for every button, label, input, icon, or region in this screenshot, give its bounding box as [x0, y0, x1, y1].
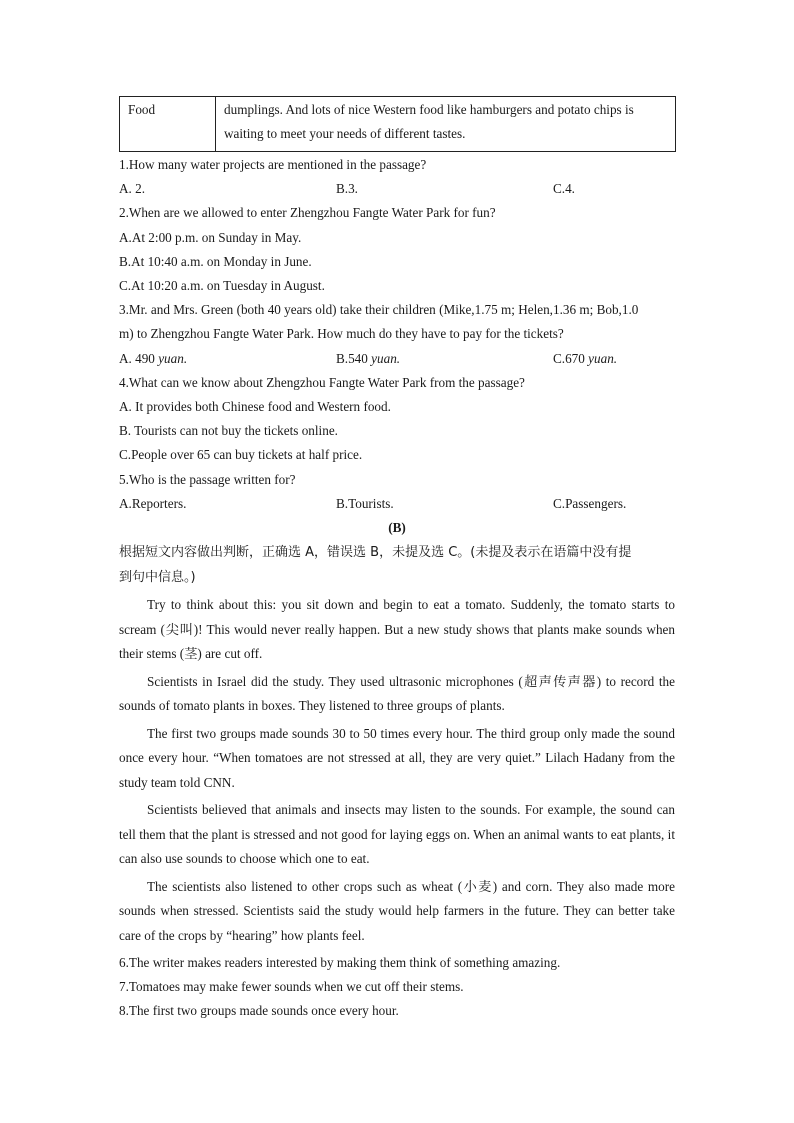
- passage-paragraph-1: Try to think about this: you sit down and begin to eat a tomato. Suddenly, the tomato starts to scream (尖叫)! This would never really happen. But a new study shows that plants make sounds when their stems (茎) are cut off.: [119, 597, 675, 662]
- options-1: [119, 177, 675, 201]
- section-b-title: (B): [388, 520, 406, 536]
- food-table: [119, 96, 676, 152]
- options-3: [119, 347, 675, 371]
- option-1a: A. 2.: [119, 181, 146, 197]
- option-5b: B.Tourists.: [336, 495, 394, 511]
- statements-list: [119, 951, 675, 1024]
- question-5: 5.Who is the passage written for?: [119, 471, 296, 487]
- section-b-instruction-line-2: 到句中信息。): [119, 570, 196, 586]
- question-3-line-1: 3.Mr. and Mrs. Green (both 40 years old) take their children (Mike,1.75 m; Helen,1.36 m; Bob,1.0: [119, 302, 639, 318]
- statement-8: 8.The first two groups made sounds once every hour.: [119, 1003, 399, 1019]
- option-5c: C.Passengers.: [553, 495, 627, 511]
- option-5a: A.Reporters.: [119, 495, 187, 511]
- table-row: [120, 97, 676, 152]
- question-4: 4.What can we know about Zhengzhou Fangte Water Park from the passage?: [119, 374, 525, 390]
- question-2: 2.When are we allowed to enter Zhengzhou Fangte Water Park for fun?: [119, 205, 496, 221]
- passage-paragraph-5: The scientists also listened to other crops such as wheat (小麦) and corn. They also made more sounds when stressed. Scientists said the study would help farmers in the future. They can better take care of the crops by “hearing” how plants feel.: [119, 878, 675, 943]
- statement-7: 7.Tomatoes may make fewer sounds when we cut off their stems.: [119, 979, 464, 995]
- passage-paragraph-3: The first two groups made sounds 30 to 50 times every hour. The third group only made the sound once every hour. “When tomatoes are not stressed at all, they are very quiet.” Lilach Hadany from the study team told CNN.: [119, 725, 675, 790]
- table-label-cell: Food: [120, 97, 216, 152]
- passage-b: [119, 593, 675, 948]
- statement-6: 6.The writer makes readers interested by making them think of something amazing.: [119, 955, 561, 971]
- table-text-cell: dumplings. And lots of nice Western food like hamburgers and potato chips is waiting to meet your needs of different tastes.: [216, 97, 676, 152]
- passage-paragraph-2: Scientists in Israel did the study. They used ultrasonic microphones (超声传声器) to record the sounds of tomato plants in boxes. They listened to three groups of plants.: [119, 673, 675, 714]
- section-b-instruction-line-1: 根据短文内容做出判断，正确选 A，错误选 B，未提及选 C。(未提及表示在语篇中没有提: [119, 545, 632, 561]
- passage-paragraph-4: Scientists believed that animals and insects may listen to the sounds. For example, the sound can tell them that the plant is stressed and not good for laying eggs on. When an animal wants to eat plants, it can also use sounds to choose which one to eat.: [119, 802, 675, 867]
- option-4b: B. Tourists can not buy the tickets online.: [119, 423, 338, 439]
- document-page: [119, 96, 675, 1024]
- option-1c: C.4.: [553, 181, 575, 197]
- option-3b: B.540 yuan.: [336, 350, 401, 366]
- option-4a: A. It provides both Chinese food and Western food.: [119, 399, 391, 415]
- option-1b: B.3.: [336, 181, 358, 197]
- option-2a: A.At 2:00 p.m. on Sunday in May.: [119, 229, 302, 245]
- question-1: 1.How many water projects are mentioned in the passage?: [119, 157, 427, 172]
- option-2c: C.At 10:20 a.m. on Tuesday in August.: [119, 278, 325, 294]
- option-2b: B.At 10:40 a.m. on Monday in June.: [119, 253, 312, 269]
- option-3a: A. 490 yuan.: [119, 350, 188, 366]
- option-3c: C.670 yuan.: [553, 350, 618, 366]
- option-4c: C.People over 65 can buy tickets at half price.: [119, 447, 363, 463]
- question-3-line-2: m) to Zhengzhou Fangte Water Park. How much do they have to pay for the tickets?: [119, 326, 564, 342]
- section-a-questions: [119, 153, 675, 516]
- options-5: [119, 492, 675, 516]
